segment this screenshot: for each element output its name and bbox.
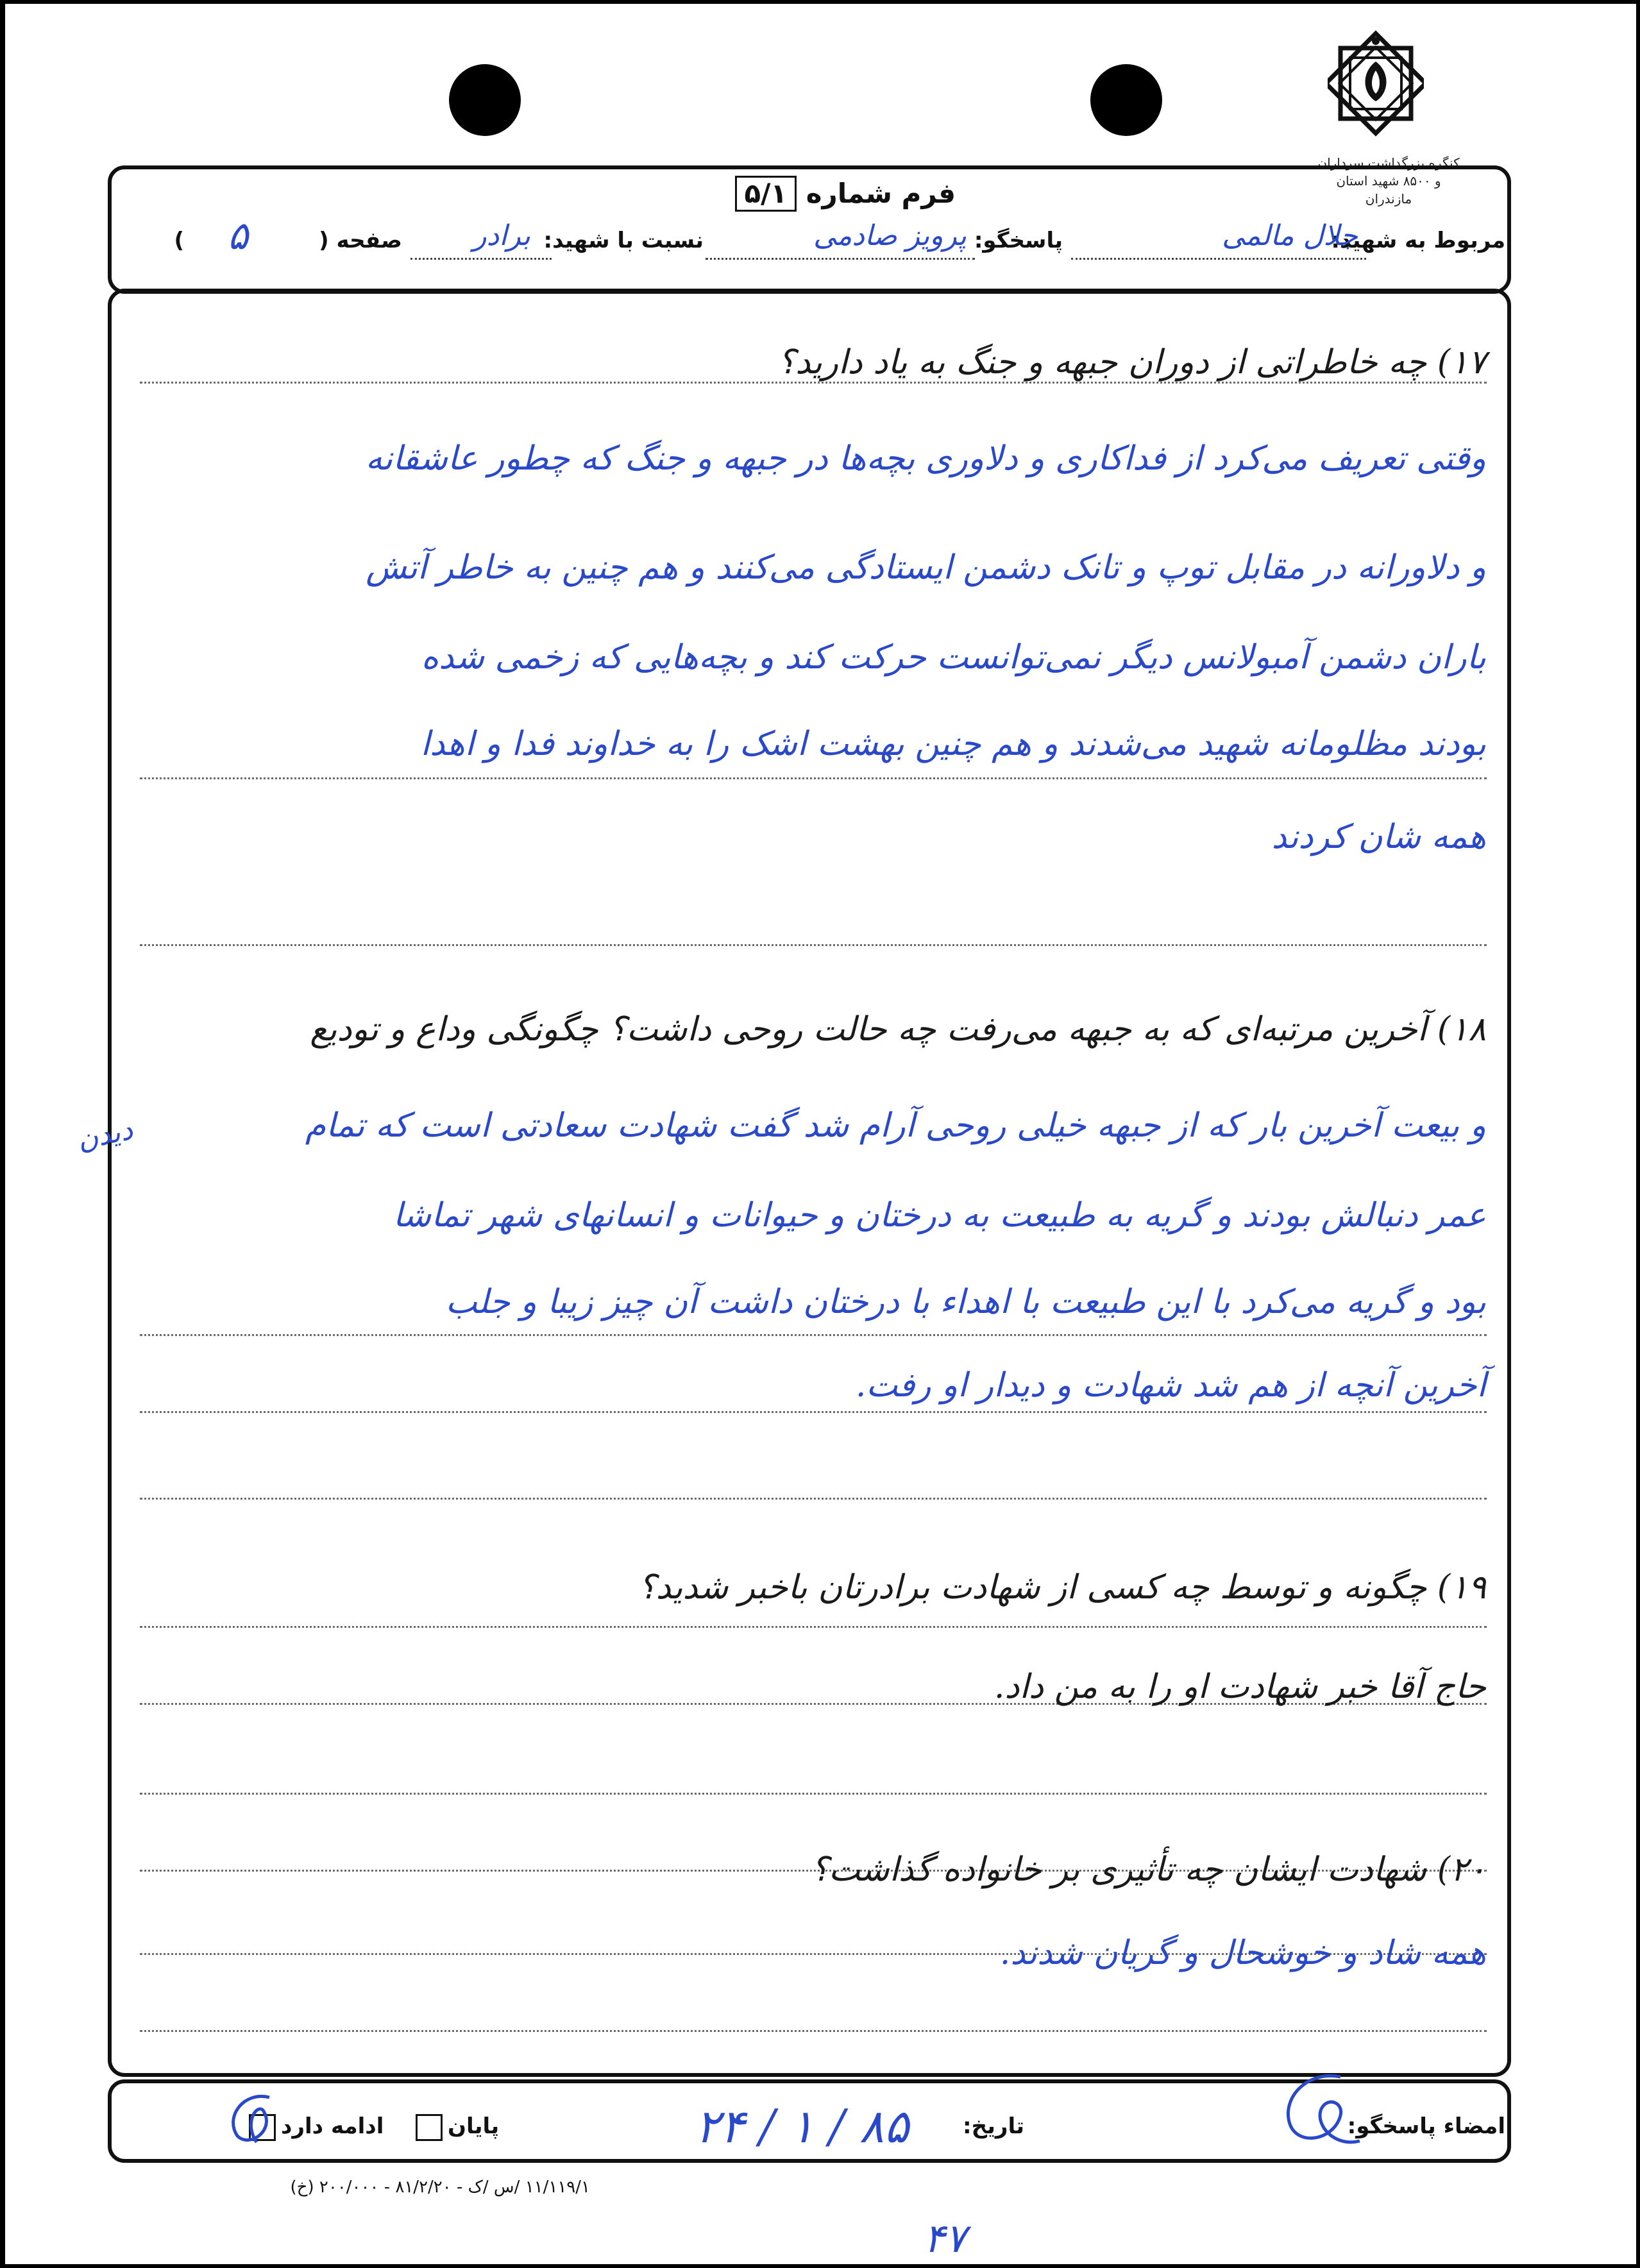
question-18: ۱۸) آخرین مرتبه‌ای که به جبهه می‌رفت چه حالت روحی داشت؟ چگونگی وداع و تودیع — [310, 1010, 1486, 1049]
punch-hole-right — [1090, 64, 1162, 136]
respondent-label: پاسخگو: — [974, 228, 1063, 253]
ruled-line — [140, 1498, 1487, 1500]
answer-19-line-1: حاج آقا خبر شهادت او را به من داد. — [993, 1668, 1486, 1706]
scan-edge-right — [1636, 0, 1640, 2268]
answer-18-line-4: آخرین آنچه از هم شد شهادت و دیدار او رفت. — [855, 1366, 1486, 1405]
signature-label: امضاء پاسخگو: — [1347, 2113, 1505, 2139]
form-title — [706, 174, 956, 213]
ruled-line — [140, 1411, 1487, 1413]
relation-value: برادر — [473, 219, 530, 252]
tulip-emblem-icon — [1328, 26, 1424, 141]
page-stamp: ۴۷ — [924, 2215, 967, 2262]
ruled-line — [140, 777, 1487, 779]
answer-17-line-1: وقتی تعریف می‌کرد از فداکاری و دلاوری بچه‌ها در جبهه و جنگ که چطور عاشقانه — [365, 439, 1486, 478]
form-number: ۵/۱ — [735, 176, 797, 212]
answer-17-line-4: بودند مظلومانه شهید می‌شدند و هم چنین بهشت اشک را به خداوند فدا و اهدا — [420, 725, 1486, 763]
respondent-signature — [1270, 2064, 1366, 2160]
answer-17-line-2: و دلاورانه در مقابل توپ و تانک دشمن ایستادگی می‌کنند و هم چنین به خاطر آتش — [366, 548, 1486, 587]
punch-hole-left — [449, 64, 521, 136]
ruled-line — [140, 944, 1487, 946]
question-20: ۲۰) شهادت ایشان چه تأثیری بر خانواده گذاشت؟ — [811, 1850, 1486, 1889]
ruled-line — [140, 1334, 1487, 1336]
end-checkbox[interactable] — [416, 2114, 443, 2141]
question-17: ۱۷) چه خاطراتی از دوران جبهه و جنگ به یاد دارید؟ — [777, 343, 1486, 382]
end-label: پایان — [448, 2113, 500, 2139]
date-label: تاریخ: — [963, 2113, 1024, 2139]
respondent-value: پرویز صادمی — [813, 219, 967, 252]
scan-edge-bottom — [0, 2264, 1640, 2268]
answer-18-line-3: بود و گریه می‌کرد با این طبیعت با اهداء با درختان داشت آن چیز زیبا و جلب — [445, 1283, 1486, 1321]
date-value: ۸۵ / ۱ / ۲۴ — [695, 2099, 909, 2153]
relation-label: نسبت با شهید: — [543, 228, 704, 253]
form-title-text: فرم شماره — [806, 178, 956, 209]
answer-18-line-2: عمر دنبالش بودند و گریه به طبیعت به درختان و حیوانات و انسانهای شهر تماشا — [393, 1196, 1486, 1235]
page-close: ) — [174, 228, 184, 253]
print-code: ۱۱/۱۱۹/۱ /س /ک - ۸۱/۲/۲۰ - ۲۰۰/۰۰۰ (خ) — [290, 2178, 590, 2197]
answer-17-line-5: همه شان کردند — [1271, 818, 1486, 856]
answer-20-line-1: همه شاد و خوشحال و گریان شدند. — [999, 1934, 1486, 1972]
ruled-line — [140, 2030, 1487, 2032]
continues-label: ادامه دارد — [281, 2113, 384, 2139]
margin-note: دیدن — [74, 1113, 136, 1157]
org-caption: کنگره بزرگداشت سرداران و ۸۵۰۰ شهید استان مازندران — [1317, 155, 1460, 207]
scan-edge-left — [0, 0, 5, 2268]
answer-18-line-1: و بیعت آخرین بار که از جبهه خیلی روحی آرام شد گفت شهادت سعادتی است که تمام — [305, 1106, 1486, 1145]
related-martyr-value: جلال مالمی — [1222, 219, 1358, 252]
question-19: ۱۹) چگونه و توسط چه کسی از شهادت برادرتان باخبر شدید؟ — [638, 1568, 1486, 1607]
ruled-line — [140, 1793, 1487, 1795]
ruled-line — [140, 1626, 1487, 1628]
page-label: صفحه ( — [319, 228, 402, 253]
related-martyr-label: مربوط به شهید: — [1331, 228, 1505, 253]
end-option[interactable] — [410, 2110, 499, 2142]
continues-check-mark — [218, 2085, 295, 2155]
scan-edge-top — [0, 0, 1640, 4]
page-value: ۵ — [227, 214, 248, 258]
answer-17-line-3: باران دشمن آمبولانس دیگر نمی‌توانست حرکت کند و بچه‌هایی که زخمی شده — [421, 638, 1486, 677]
